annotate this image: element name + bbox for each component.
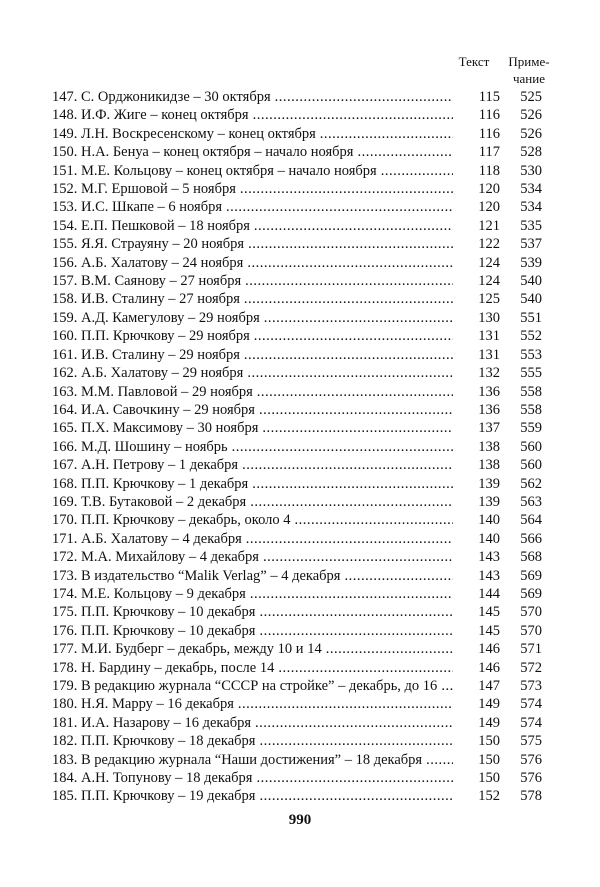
text-page-number: 140 — [478, 530, 500, 547]
text-page-number: 143 — [478, 549, 500, 566]
entry-title: 161. И.В. Сталину – 29 ноября — [52, 346, 240, 363]
dot-leader — [320, 125, 453, 143]
dot-leader — [242, 456, 453, 474]
toc-entry — [52, 309, 542, 327]
toc-entry — [52, 769, 542, 787]
toc-entry — [52, 217, 542, 235]
note-page-number: 526 — [520, 107, 542, 124]
entry-title: 179. В редакцию журнала “СССР на стройке” – декабрь, до 16 — [52, 678, 438, 694]
toc-entry — [52, 419, 542, 437]
column-header-notes — [503, 53, 555, 87]
toc-entry — [52, 346, 542, 364]
entry-title-with-leader — [52, 327, 455, 345]
dot-leader — [381, 162, 453, 180]
note-page-number: 537 — [520, 236, 542, 253]
entry-title: 151. М.Е. Кольцову – конец октября – начало ноября — [52, 162, 377, 179]
note-page-number: 578 — [520, 788, 542, 805]
toc-entry — [52, 567, 542, 585]
entry-title: 159. А.Д. Камегулову – 29 ноября — [52, 309, 260, 326]
toc-entry — [52, 530, 542, 548]
toc-entry — [52, 695, 542, 713]
entry-title-with-leader — [52, 198, 455, 216]
note-page-number: 558 — [520, 401, 542, 418]
dot-leader — [259, 622, 453, 640]
note-page-number: 576 — [520, 751, 542, 768]
dot-leader — [250, 585, 453, 603]
note-page-number: 559 — [520, 420, 542, 437]
dot-leader — [344, 567, 453, 585]
entry-title-with-leader — [52, 438, 455, 456]
entry-title-with-leader — [52, 511, 455, 529]
column-header-notes-line1: Приме- — [508, 54, 550, 69]
note-page-number: 528 — [520, 144, 542, 161]
entry-title-with-leader — [52, 383, 455, 401]
toc-entry — [52, 493, 542, 511]
note-page-number: 553 — [520, 346, 542, 363]
toc-entry — [52, 732, 542, 750]
column-header-notes-line2: чание — [513, 71, 545, 86]
toc-entry — [52, 272, 542, 290]
toc-entry — [52, 585, 542, 603]
note-page-number: 575 — [520, 733, 542, 750]
note-page-number: 526 — [520, 125, 542, 142]
entry-title-with-leader — [52, 364, 455, 382]
entry-title: 172. М.А. Михайлову – 4 декабря — [52, 549, 259, 566]
entry-title-with-leader — [52, 769, 455, 787]
text-page-number: 131 — [478, 346, 500, 363]
page-number: 990 — [288, 812, 312, 828]
entry-title-with-leader — [52, 714, 455, 732]
entry-title-with-leader — [52, 419, 455, 437]
entry-title: 154. Е.П. Пешковой – 18 ноября — [52, 217, 250, 234]
text-page-number: 116 — [478, 107, 500, 124]
entry-title: 181. И.А. Назарову – 16 декабря — [52, 714, 251, 731]
note-page-number: 576 — [520, 770, 542, 787]
entry-title-with-leader — [52, 677, 455, 695]
toc-entry — [52, 235, 542, 253]
entry-title-with-leader — [52, 475, 455, 493]
note-page-number: 569 — [520, 567, 542, 584]
dot-leader — [250, 493, 453, 511]
toc-entry — [52, 125, 542, 143]
text-page-number: 124 — [478, 273, 500, 290]
entry-title-with-leader — [52, 695, 455, 713]
note-page-number: 534 — [520, 199, 542, 216]
text-page-number: 146 — [478, 659, 500, 676]
text-page-number: 140 — [478, 512, 500, 529]
toc-entry — [52, 640, 542, 658]
text-page-number: 120 — [478, 181, 500, 198]
toc-entry — [52, 438, 542, 456]
note-page-number: 555 — [520, 365, 542, 382]
entry-title-with-leader — [52, 235, 455, 253]
dot-leader — [264, 309, 453, 327]
note-page-number: 563 — [520, 493, 542, 510]
dot-leader — [254, 327, 453, 345]
entry-title-with-leader — [52, 751, 455, 769]
note-page-number: 571 — [520, 641, 542, 658]
text-page-number: 131 — [478, 328, 500, 345]
dot-leader — [244, 346, 453, 364]
toc-entry — [52, 327, 542, 345]
note-page-number: 560 — [520, 438, 542, 455]
toc-entry — [52, 383, 542, 401]
note-page-number: 572 — [520, 659, 542, 676]
toc-entries — [52, 88, 542, 806]
text-page-number: 116 — [478, 125, 500, 142]
toc-entry — [52, 180, 542, 198]
note-page-number: 569 — [520, 585, 542, 602]
entry-title: 166. М.Д. Шошину – ноябрь — [52, 438, 228, 455]
entry-title: 178. Н. Бардину – декабрь, после 14 — [52, 659, 275, 676]
entry-title-with-leader — [52, 272, 455, 290]
entry-title: 147. С. Орджоникидзе – 30 октября — [52, 89, 271, 105]
toc-entry — [52, 714, 542, 732]
entry-title: 182. П.П. Крючкову – 18 декабря — [52, 733, 256, 750]
entry-title: 167. А.Н. Петрову – 1 декабря — [52, 457, 239, 474]
dot-leader — [248, 235, 453, 253]
note-page-number: 530 — [520, 162, 542, 179]
entry-title: 176. П.П. Крючкову – 10 декабря — [52, 622, 256, 639]
text-page-number: 115 — [478, 89, 500, 105]
dot-leader — [240, 180, 453, 198]
entry-title-with-leader — [52, 787, 455, 805]
entry-title-with-leader — [52, 290, 455, 308]
dot-leader — [259, 732, 453, 750]
dot-leader — [278, 659, 453, 677]
toc-entry — [52, 659, 542, 677]
entry-title: 175. П.П. Крючкову – 10 декабря — [52, 604, 256, 621]
entry-title: 173. В издательство “Malik Verlag” – 4 декабря — [52, 567, 341, 584]
entry-title-with-leader — [52, 180, 455, 198]
toc-entry — [52, 162, 542, 180]
text-page-number: 150 — [478, 770, 500, 787]
dot-leader — [259, 603, 453, 621]
toc-entry — [52, 548, 542, 566]
entry-title: 184. А.Н. Топунову – 18 декабря — [52, 770, 253, 787]
note-page-number: 564 — [520, 512, 542, 529]
dot-leader — [357, 143, 453, 161]
text-page-number: 136 — [478, 401, 500, 418]
toc-entry — [52, 106, 542, 124]
column-header-text: Текст — [458, 54, 490, 69]
text-page-number: 138 — [478, 438, 500, 455]
text-page-number: 121 — [478, 217, 500, 234]
note-page-number: 535 — [520, 217, 542, 234]
text-page-number: 144 — [478, 585, 500, 602]
entry-title-with-leader — [52, 346, 455, 364]
entry-title: 148. И.Ф. Жиге – конец октября — [52, 107, 249, 124]
note-page-number: 539 — [520, 254, 542, 271]
note-page-number: 540 — [520, 273, 542, 290]
note-page-number: 558 — [520, 383, 542, 400]
toc-entry — [52, 364, 542, 382]
text-page-number: 118 — [478, 162, 500, 179]
entry-title-with-leader — [52, 254, 455, 272]
dot-leader — [426, 751, 453, 769]
text-page-number: 139 — [478, 475, 500, 492]
entry-title: 165. П.Х. Максимову – 30 ноября — [52, 420, 259, 437]
entry-title: 169. Т.В. Бутаковой – 2 декабря — [52, 493, 247, 510]
entry-title-with-leader — [52, 217, 455, 235]
note-page-number: 570 — [520, 604, 542, 621]
dot-leader — [244, 290, 453, 308]
dot-leader — [257, 383, 453, 401]
dot-leader — [275, 88, 453, 106]
dot-leader — [263, 548, 453, 566]
dot-leader — [259, 401, 453, 419]
toc-entry — [52, 401, 542, 419]
entry-title-with-leader — [52, 162, 455, 180]
entry-title-with-leader — [52, 603, 455, 621]
entry-title: 171. А.Б. Халатову – 4 декабря — [52, 530, 242, 547]
text-page-number: 149 — [478, 714, 500, 731]
note-page-number: 574 — [520, 714, 542, 731]
toc-entry — [52, 254, 542, 272]
dot-leader — [245, 272, 453, 290]
entry-title: 163. М.М. Павловой – 29 ноября — [52, 383, 253, 400]
entry-title: 183. В редакцию журнала “Наши достижения” – 18 декабря — [52, 751, 423, 768]
entry-title: 164. И.А. Савочкину – 29 ноября — [52, 401, 255, 418]
note-page-number: 552 — [520, 328, 542, 345]
entry-title-with-leader — [52, 530, 455, 548]
entry-title: 168. П.П. Крючкову – 1 декабря — [52, 475, 249, 492]
note-page-number: 534 — [520, 181, 542, 198]
dot-leader — [255, 714, 453, 732]
entry-title-with-leader — [52, 622, 455, 640]
note-page-number: 566 — [520, 530, 542, 547]
text-page-number: 137 — [478, 420, 500, 437]
dot-leader — [238, 695, 453, 713]
toc-entry — [52, 143, 542, 161]
text-page-number: 139 — [478, 493, 500, 510]
text-page-number: 150 — [478, 751, 500, 768]
note-page-number: 560 — [520, 457, 542, 474]
text-page-number: 143 — [478, 567, 500, 584]
text-page-number: 145 — [478, 604, 500, 621]
note-page-number: 562 — [520, 475, 542, 492]
text-page-number: 120 — [478, 199, 500, 216]
dot-leader — [262, 419, 453, 437]
toc-entry — [52, 603, 542, 621]
toc-entry — [52, 456, 542, 474]
text-page-number: 138 — [478, 457, 500, 474]
entry-title: 155. Я.Я. Страуяну – 20 ноября — [52, 236, 245, 253]
note-page-number: 568 — [520, 549, 542, 566]
text-page-number: 146 — [478, 641, 500, 658]
entry-title: 180. Н.Я. Марру – 16 декабря — [52, 696, 234, 713]
text-page-number: 149 — [478, 696, 500, 713]
toc-entry — [52, 475, 542, 493]
toc-entry — [52, 751, 542, 769]
dot-leader — [226, 198, 453, 216]
toc-entry — [52, 622, 542, 640]
text-page-number: 150 — [478, 733, 500, 750]
entry-title: 158. И.В. Сталину – 27 ноября — [52, 291, 240, 308]
text-page-number: 122 — [478, 236, 500, 253]
toc-entry — [52, 290, 542, 308]
dot-leader — [254, 217, 453, 235]
text-page-number: 130 — [478, 309, 500, 326]
note-page-number: 574 — [520, 696, 542, 713]
note-page-number: 573 — [520, 678, 542, 694]
note-page-number: 570 — [520, 622, 542, 639]
toc-entry — [52, 198, 542, 216]
text-page-number: 117 — [478, 144, 500, 161]
note-page-number: 551 — [520, 309, 542, 326]
toc-entry — [52, 787, 542, 805]
toc-entry — [52, 88, 542, 106]
entry-title-with-leader — [52, 88, 455, 106]
dot-leader — [247, 254, 453, 272]
dot-leader — [295, 511, 453, 529]
entry-title-with-leader — [52, 143, 455, 161]
dot-leader — [259, 787, 453, 805]
entry-title-with-leader — [52, 732, 455, 750]
text-page-number: 125 — [478, 291, 500, 308]
text-page-number: 145 — [478, 622, 500, 639]
entry-title: 152. М.Г. Ершовой – 5 ноября — [52, 181, 236, 198]
entry-title: 149. Л.Н. Воскресенскому – конец октября — [52, 125, 316, 142]
dot-leader — [253, 106, 453, 124]
entry-title: 170. П.П. Крючкову – декабрь, около 4 — [52, 512, 291, 529]
note-page-number: 525 — [520, 89, 542, 105]
dot-leader — [326, 640, 453, 658]
dot-leader — [256, 769, 453, 787]
entry-title: 185. П.П. Крючкову – 19 декабря — [52, 788, 256, 805]
entry-title-with-leader — [52, 585, 455, 603]
dot-leader — [252, 475, 453, 493]
entry-title: 177. М.И. Будберг – декабрь, между 10 и 14 — [52, 641, 322, 658]
entry-title: 160. П.П. Крючкову – 29 ноября — [52, 328, 250, 345]
dot-leader — [232, 438, 453, 456]
entry-title: 156. А.Б. Халатову – 24 ноября — [52, 254, 244, 271]
entry-title: 174. М.Е. Кольцову – 9 декабря — [52, 585, 246, 602]
toc-entry — [52, 511, 542, 529]
entry-title: 157. В.М. Саянову – 27 ноября — [52, 273, 242, 290]
note-page-number: 540 — [520, 291, 542, 308]
entry-title: 162. А.Б. Халатову – 29 ноября — [52, 365, 244, 382]
text-page-number: 124 — [478, 254, 500, 271]
entry-title-with-leader — [52, 309, 455, 327]
dot-leader — [247, 364, 453, 382]
entry-title-with-leader — [52, 456, 455, 474]
entry-title-with-leader — [52, 125, 455, 143]
entry-title-with-leader — [52, 567, 455, 585]
entry-title-with-leader — [52, 640, 455, 658]
entry-title-with-leader — [52, 659, 455, 677]
dot-leader — [246, 530, 453, 548]
entry-title: 150. Н.А. Бенуа – конец октября – начало ноября — [52, 144, 354, 161]
dot-leader — [441, 677, 453, 695]
text-page-number: 132 — [478, 365, 500, 382]
entry-title-with-leader — [52, 548, 455, 566]
text-page-number: 147 — [478, 678, 500, 694]
text-page-number: 136 — [478, 383, 500, 400]
entry-title-with-leader — [52, 493, 455, 511]
entry-title-with-leader — [52, 106, 455, 124]
text-page-number: 152 — [478, 788, 500, 805]
toc-entry — [52, 677, 542, 695]
entry-title-with-leader — [52, 401, 455, 419]
entry-title: 153. И.С. Шкапе – 6 ноября — [52, 199, 222, 216]
